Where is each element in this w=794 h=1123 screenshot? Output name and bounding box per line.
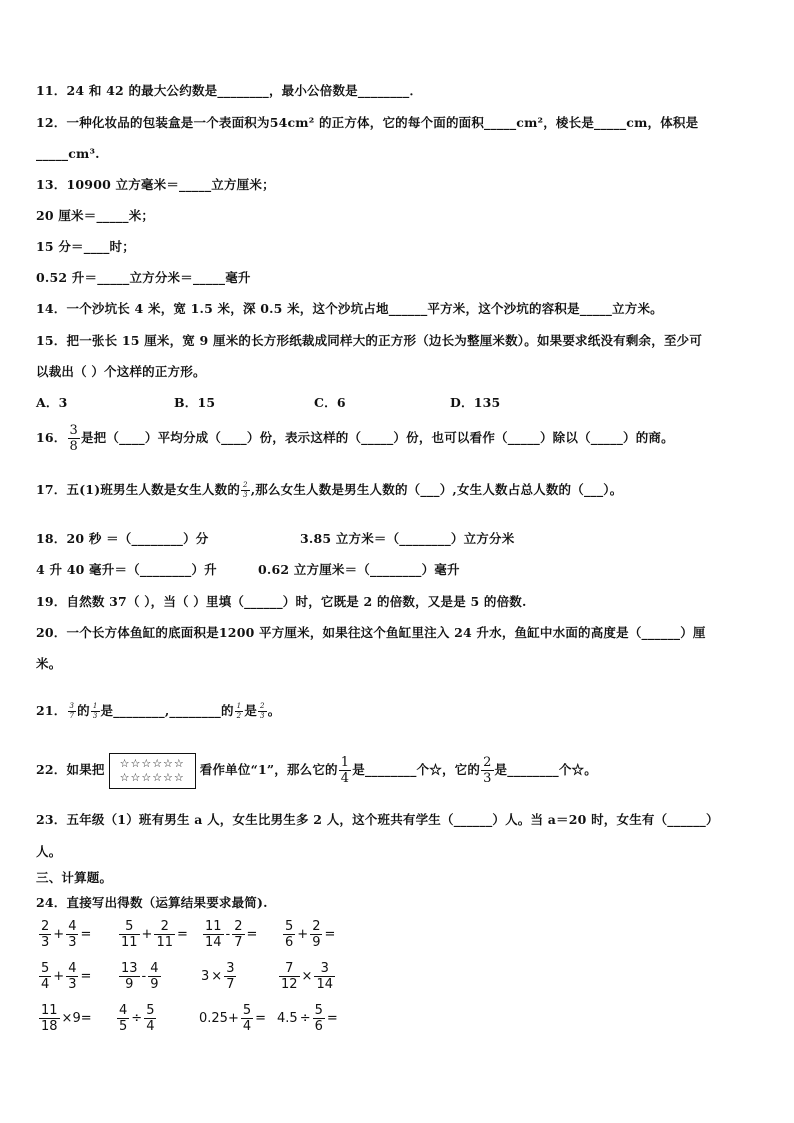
numerator: 5 (41, 961, 50, 976)
question-19: 19．自然数 37（ ），当（ ）里填（______）时，它既是 2 的倍数，又是是 5 的倍数. (36, 594, 527, 609)
calc-item (116, 1004, 157, 1033)
question-23-line2: 人。 (36, 844, 62, 859)
fraction (39, 920, 51, 949)
denominator: 18 (41, 1019, 58, 1034)
question-14: 14．一个沙坑长 4 米，宽 1.5 米，深 0.5 米，这个沙坑占地______平方米，这个沙坑的容积是_____立方米。 (36, 301, 663, 316)
question-15-line2: 以裁出（ ）个这样的正方形。 (36, 364, 206, 379)
star-box (109, 753, 196, 789)
fraction (224, 962, 236, 991)
operator: + (53, 969, 65, 984)
denominator: 4 (242, 1019, 252, 1034)
fraction (235, 703, 244, 720)
text: 是________,________的 (100, 703, 234, 718)
denominator: 7 (69, 712, 75, 720)
numerator: 1 (92, 702, 98, 710)
denominator: 11 (121, 935, 138, 950)
text: 是 (244, 703, 258, 718)
operator: - (141, 969, 147, 984)
option-b: B．15 (174, 395, 216, 410)
text: 是________个☆。 (494, 762, 597, 777)
operator: + (53, 927, 65, 942)
fraction (279, 962, 300, 991)
numerator: 4 (68, 961, 77, 976)
section-title: 三、计算题。 (36, 870, 113, 885)
denominator: 14 (316, 977, 333, 992)
question-17 (36, 481, 622, 499)
calc-item (202, 920, 258, 949)
denominator: 9 (125, 977, 134, 992)
equals: = (246, 927, 258, 942)
question-18-a: 18．20 秒 ＝（________）分 (36, 531, 209, 546)
question-11: 11．24 和 42 的最大公约数是________，最小公倍数是________． (36, 83, 423, 98)
text: 是________个☆，它的 (352, 762, 481, 777)
calc-item (38, 1004, 93, 1033)
question-15-options (36, 394, 736, 412)
denominator: 4 (146, 1019, 155, 1034)
denominator: 4 (41, 977, 50, 992)
operator: + (141, 927, 153, 942)
text: 的 (77, 703, 90, 718)
option-d: D．135 (450, 395, 501, 410)
star-row: ☆☆☆☆☆☆ (119, 770, 185, 784)
denominator: 5 (119, 1019, 128, 1034)
numerator: 3 (226, 961, 235, 976)
calc-item (200, 962, 237, 991)
numerator: 13 (121, 961, 138, 976)
equals: = (80, 969, 92, 984)
operator: ×9= (61, 1011, 92, 1026)
calc-item (282, 920, 336, 949)
denominator: 3 (483, 771, 492, 786)
equals: = (255, 1011, 267, 1026)
operator: × (211, 969, 223, 984)
fraction (144, 1004, 156, 1033)
question-21 (36, 700, 280, 722)
option-a: A．3 (36, 395, 68, 410)
denominator: 3 (260, 712, 265, 720)
question-22 (36, 748, 597, 792)
question-23-line1: 23．五年级（1）班有男生 a 人，女生比男生多 2 人，这个班共有学生（______）人。当 a＝20 时，女生有（______） (36, 812, 719, 827)
calc-item (118, 920, 189, 949)
equals: = (324, 927, 336, 942)
operator: × (301, 969, 313, 984)
question-16 (36, 424, 674, 453)
fraction (119, 962, 140, 991)
numerator: 3 (69, 423, 78, 438)
operator: - (225, 927, 231, 942)
denominator: 3 (243, 491, 248, 499)
whole-number: 3 (201, 969, 210, 984)
fraction (119, 920, 140, 949)
numerator: 4 (68, 919, 77, 934)
question-20-line2: 米。 (36, 656, 62, 671)
calc-item (198, 1004, 267, 1033)
numerator: 5 (314, 1003, 323, 1018)
denominator: 3 (92, 712, 98, 720)
fraction (148, 962, 160, 991)
fraction (66, 920, 78, 949)
fraction (481, 756, 493, 785)
text: 。 (267, 703, 281, 718)
numerator: 11 (205, 919, 222, 934)
fraction (154, 920, 175, 949)
denominator: 7 (226, 977, 235, 992)
question-13-b: 20 厘米＝_____米； (36, 208, 155, 223)
numerator: 5 (119, 920, 140, 935)
star-row: ☆☆☆☆☆☆ (119, 756, 185, 770)
fraction (241, 1004, 253, 1033)
question-15-line1: 15．把一张长 15 厘米，宽 9 厘米的长方形纸裁成同样大的正方形（边长为整厘米数）。如果要求纸没有剩余，至少可 (36, 333, 703, 348)
fraction (68, 703, 77, 720)
numerator: 1 (340, 755, 350, 770)
denominator: 9 (312, 935, 321, 950)
denominator: 3 (68, 977, 77, 992)
denominator: 9 (150, 977, 159, 992)
denominator: 4 (340, 771, 350, 786)
fraction (232, 920, 244, 949)
question-17-before: 17．五(1)班男生人数是女生人数的 (36, 482, 241, 497)
fraction (339, 756, 351, 785)
fraction (203, 920, 224, 949)
question-12-line2: _____cm³. (36, 146, 100, 161)
numerator: 1 (236, 702, 242, 710)
question-13-a: 13．10900 立方毫米＝_____立方厘米； (36, 177, 275, 192)
numerator: 3 (69, 702, 75, 710)
denominator: 6 (314, 1019, 323, 1034)
numerator: 2 (154, 920, 175, 935)
question-18-c: 4 升 40 毫升＝（________）升 (36, 562, 217, 577)
whole-number: 4.5 (277, 1011, 298, 1026)
fraction (258, 703, 267, 720)
fraction (66, 962, 78, 991)
fraction (68, 424, 80, 453)
numerator: 5 (285, 919, 294, 934)
question-16-text: 是把（____）平均分成（____）份，表示这样的（_____）份，也可以看作（_____）除以（_____）的商。 (80, 430, 674, 445)
question-13-d: 0.52 升＝_____立方分米＝_____毫升 (36, 270, 251, 285)
numerator: 7 (279, 962, 300, 977)
question-13-c: 15 分＝____时； (36, 239, 135, 254)
equals: = (326, 1011, 338, 1026)
denominator: 12 (281, 977, 298, 992)
calc-item (276, 1004, 339, 1033)
equals: = (80, 927, 92, 942)
numerator: 5 (146, 1003, 155, 1018)
fraction (241, 482, 250, 499)
question-22-prefix: 22．如果把 (36, 762, 105, 777)
fraction (117, 1004, 129, 1033)
denominator: 3 (41, 935, 50, 950)
whole-number: 0.25+ (199, 1011, 239, 1026)
numerator: 2 (260, 702, 265, 710)
fraction (39, 962, 51, 991)
numerator: 3 (314, 962, 335, 977)
calc-item (118, 962, 162, 991)
denominator: 8 (69, 439, 78, 454)
numerator: 2 (312, 919, 321, 934)
denominator: 14 (205, 935, 222, 950)
numerator: 5 (242, 1003, 252, 1018)
fraction (310, 920, 322, 949)
numerator: 2 (41, 919, 50, 934)
fraction (91, 703, 100, 720)
numerator: 2 (234, 919, 243, 934)
denominator: 11 (156, 935, 173, 950)
denominator: 7 (234, 935, 243, 950)
text: 看作单位“1”，那么它的 (199, 762, 338, 777)
question-17-after: ,那么女生人数是男生人数的（___）,女生人数占总人数的（___）。 (250, 482, 623, 497)
fraction (313, 1004, 325, 1033)
calc-item (38, 920, 92, 949)
fraction (314, 962, 335, 991)
question-12-line1: 12．一种化妆品的包装盒是一个表面积为54cm² 的正方体，它的每个面的面积_____cm²，棱长是_____cm，体积是 (36, 115, 699, 130)
numerator: 4 (119, 1003, 128, 1018)
equals: = (177, 927, 188, 942)
denominator: 3 (68, 935, 77, 950)
option-c: C．6 (314, 395, 346, 410)
question-18-b: 3.85 立方米＝（________）立方分米 (300, 531, 515, 546)
numerator: 4 (150, 961, 159, 976)
numerator: 2 (243, 481, 248, 489)
operator: ÷ (131, 1011, 143, 1026)
question-21-prefix: 21． (36, 703, 67, 718)
calc-item (38, 962, 92, 991)
question-16-prefix: 16． (36, 430, 67, 445)
fraction (283, 920, 295, 949)
denominator: 2 (236, 712, 242, 720)
numerator: 2 (483, 755, 492, 770)
question-18-d: 0.62 立方厘米＝（________）毫升 (258, 562, 460, 577)
numerator: 11 (41, 1003, 58, 1018)
fraction (39, 1004, 60, 1033)
denominator: 6 (285, 935, 294, 950)
question-24-title: 24．直接写出得数（运算结果要求最简). (36, 895, 268, 910)
question-20-line1: 20．一个长方体鱼缸的底面积是1200 平方厘米，如果往这个鱼缸里注入 24 升水，鱼缸中水面的高度是（______）厘 (36, 625, 706, 640)
operator: + (297, 927, 309, 942)
calc-item (278, 962, 336, 991)
operator: ÷ (299, 1011, 311, 1026)
